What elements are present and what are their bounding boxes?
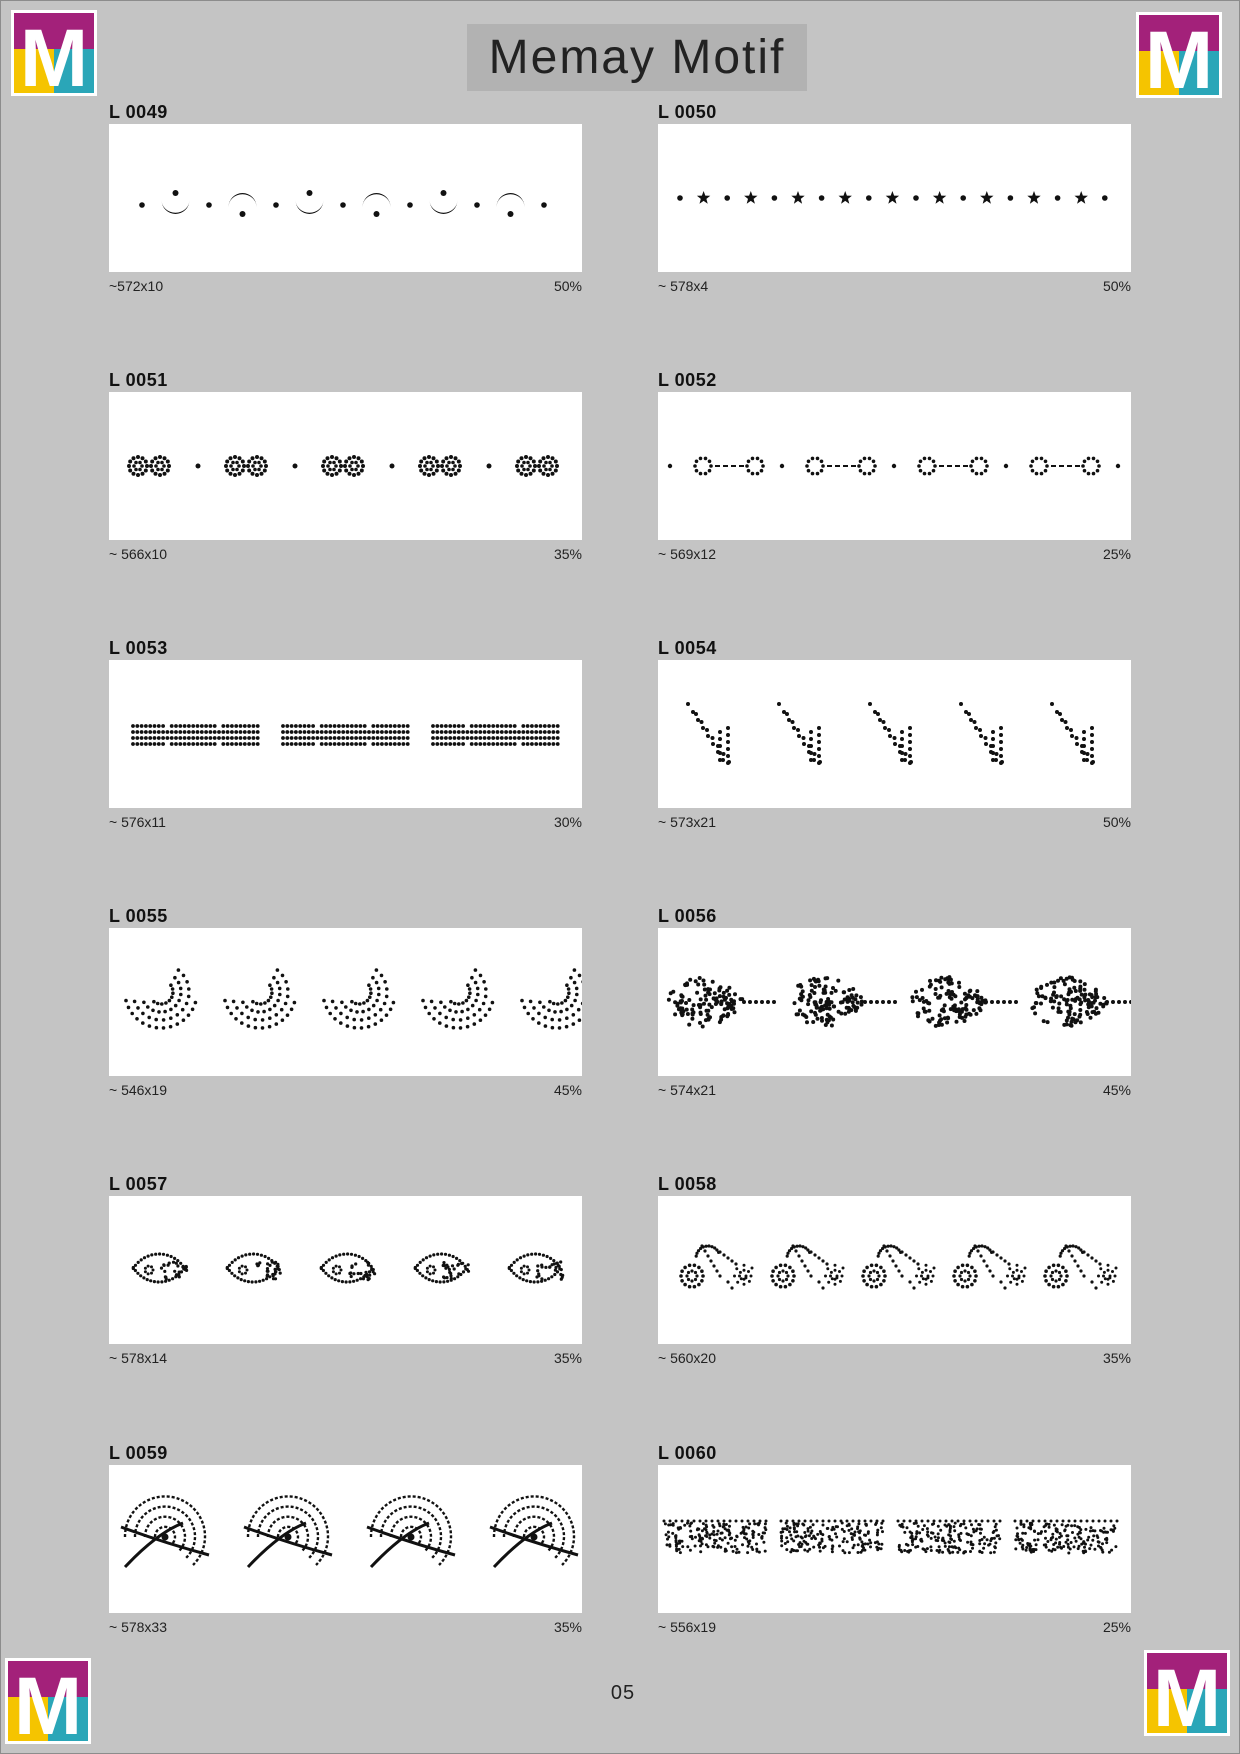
motif-scale: 30%	[553, 814, 582, 830]
motif-preview	[658, 660, 1131, 808]
motif-code: L 0056	[658, 906, 717, 926]
motif-code: L 0050	[658, 102, 717, 122]
motif-code: L 0049	[109, 102, 168, 122]
motif-preview	[109, 124, 582, 272]
motif-size: ~ 578x4	[658, 278, 709, 294]
motif-preview	[109, 660, 582, 808]
motif-scale: 25%	[1102, 1619, 1131, 1635]
motif-size: ~ 560x20	[658, 1350, 716, 1366]
brand-logo-bottom-right	[1144, 1650, 1230, 1736]
motif-preview	[658, 1196, 1131, 1344]
motif-preview	[109, 928, 582, 1076]
logo-letter: M	[19, 13, 89, 96]
motif-artwork	[658, 660, 1131, 808]
motif-artwork	[658, 1465, 1131, 1613]
motif-scale: 50%	[1102, 278, 1131, 294]
logo-letter: M	[1144, 15, 1214, 98]
motif-code: L 0057	[109, 1174, 168, 1194]
motif-preview	[109, 1196, 582, 1344]
motif-size: ~ 576x11	[109, 814, 166, 830]
motif-scale: 45%	[553, 1082, 582, 1098]
motif-scale: 50%	[553, 278, 582, 294]
motif-artwork	[109, 124, 582, 272]
brand-logo-top-left	[11, 10, 97, 96]
motif-artwork	[109, 928, 582, 1076]
motif-code: L 0053	[109, 638, 168, 658]
motif-artwork	[658, 124, 1131, 272]
motif-artwork	[658, 1196, 1131, 1344]
motif-size: ~ 578x14	[109, 1350, 167, 1366]
motif-size: ~ 573x21	[658, 814, 716, 830]
motif-preview	[658, 928, 1131, 1076]
motif-scale: 45%	[1102, 1082, 1131, 1098]
motif-code: L 0051	[109, 370, 168, 390]
motif-preview	[658, 124, 1131, 272]
motif-size: ~ 556x19	[658, 1619, 716, 1635]
motif-size: ~ 566x10	[109, 546, 167, 562]
page-number: 05	[610, 1682, 636, 1704]
motif-artwork	[109, 1196, 582, 1344]
motif-code: L 0054	[658, 638, 717, 658]
motif-scale: 35%	[553, 1350, 582, 1366]
motif-size: ~ 578x33	[109, 1619, 167, 1635]
motif-size: ~572x10	[109, 278, 164, 294]
motif-artwork	[658, 392, 1131, 540]
motif-preview	[109, 392, 582, 540]
motif-size: ~ 546x19	[109, 1082, 167, 1098]
motif-scale: 35%	[553, 1619, 582, 1635]
motif-scale: 35%	[1102, 1350, 1131, 1366]
logo-letter: M	[1152, 1653, 1222, 1736]
motif-code: L 0055	[109, 906, 168, 926]
motif-preview	[109, 1465, 582, 1613]
motif-code: L 0059	[109, 1443, 168, 1463]
motif-scale: 25%	[1102, 546, 1131, 562]
logo-letter: M	[13, 1661, 83, 1744]
motif-code: L 0058	[658, 1174, 717, 1194]
motif-size: ~ 574x21	[658, 1082, 716, 1098]
motif-scale: 50%	[1102, 814, 1131, 830]
brand-logo-bottom-left	[5, 1658, 91, 1744]
motif-artwork	[109, 392, 582, 540]
motif-code: L 0052	[658, 370, 717, 390]
motif-scale: 35%	[553, 546, 582, 562]
brand-logo-top-right	[1136, 12, 1222, 98]
motif-code: L 0060	[658, 1443, 717, 1463]
motif-artwork	[658, 928, 1131, 1076]
motif-size: ~ 569x12	[658, 546, 716, 562]
motif-preview	[658, 392, 1131, 540]
page-title: Memay Motif	[467, 24, 807, 91]
motif-preview	[658, 1465, 1131, 1613]
motif-artwork	[109, 660, 582, 808]
motif-artwork	[109, 1465, 582, 1613]
